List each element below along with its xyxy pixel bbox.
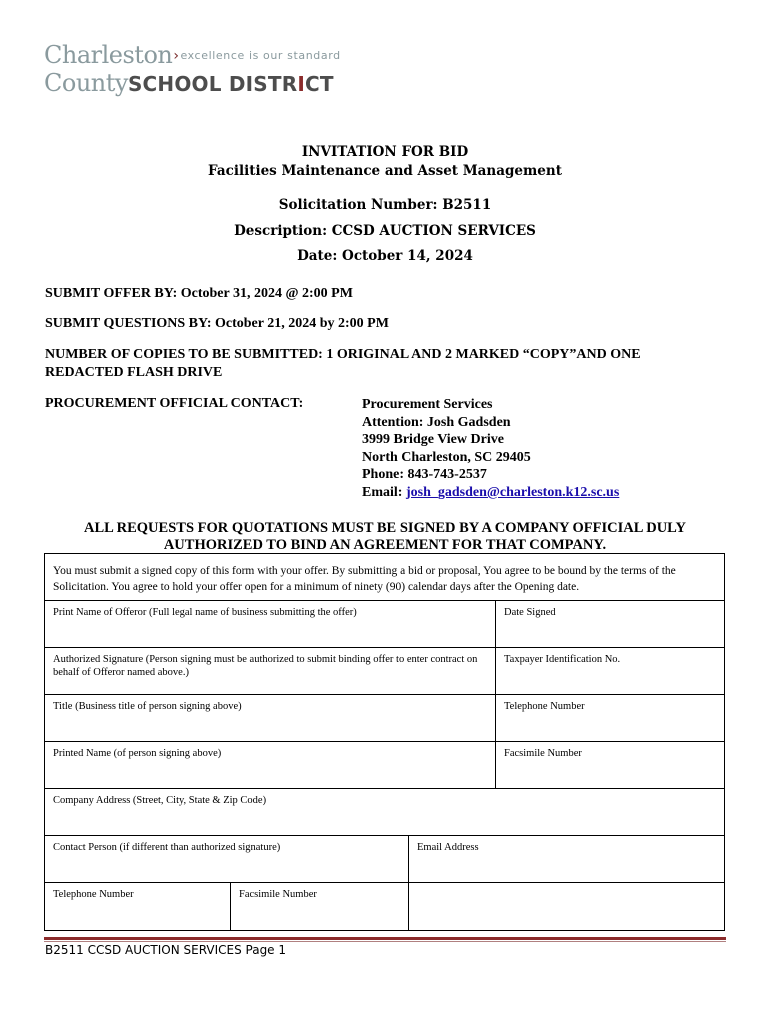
taxpayer-id-field[interactable]: Taxpayer Identification No. [495, 648, 724, 694]
solicitation-date: Date: October 14, 2024 [297, 248, 473, 264]
contact-dept: Procurement Services [362, 397, 493, 412]
doc-subtitle: Facilities Maintenance and Asset Management [208, 163, 562, 179]
contact-email-label: Email: [362, 484, 406, 500]
requests-line-2: AUTHORIZED TO BIND AN AGREEMENT FOR THAT COMPANY. [163, 537, 607, 553]
offeror-signature-form [44, 553, 725, 931]
page-footer: B2511 CCSD AUCTION SERVICES Page 1 [45, 943, 287, 957]
doc-title: INVITATION FOR BID [301, 144, 469, 160]
facsimile-field[interactable]: Facsimile Number [495, 742, 724, 788]
solicitation-number: Solicitation Number: B2511 [278, 197, 492, 213]
telephone-number-field[interactable]: Telephone Number [53, 889, 134, 900]
contact-street: 3999 Bridge View Drive [362, 432, 504, 448]
procurement-contact [362, 396, 619, 502]
contact-phone: Phone: 843-743-2537 [362, 467, 487, 483]
contact-person-field[interactable]: Contact Person (if different than authorized signature) [53, 842, 281, 853]
authorized-signature-field[interactable]: Authorized Signature (Person signing must be authorized to submit binding offer to enter contract on behalf of Offeror named above.) [53, 654, 478, 678]
contact-city: North Charleston, SC 29405 [362, 449, 531, 465]
date-signed-field[interactable]: Date Signed [495, 601, 724, 647]
submit-offer-by: SUBMIT OFFER BY: October 31, 2024 @ 2:00 PM [45, 286, 353, 301]
submit-questions-by: SUBMIT QUESTIONS BY: October 21, 2024 by 2:00 PM [45, 316, 389, 331]
printed-name-field[interactable]: Printed Name (of person signing above) [53, 748, 222, 759]
solicitation-description: Description: CCSD AUCTION SERVICES [234, 223, 536, 239]
logo-tagline: excellence is our standard [180, 49, 341, 62]
title-field[interactable]: Title (Business title of person signing above) [53, 701, 242, 712]
telephone-field[interactable]: Telephone Number [495, 695, 724, 741]
company-address-field[interactable]: Company Address (Street, City, State & Zip Code) [53, 795, 267, 806]
form-intro: You must submit a signed copy of this form with your offer. By submitting a bid or proposal, You agree to be bound by the terms of the Solicitation. You agree to hold your offer open for a minimum of ninety (90) calendar days after the Opening date. [45, 554, 724, 601]
footer-divider-thin [44, 941, 726, 942]
logo-school-district: SCHOOL DISTRICT [127, 72, 334, 96]
requests-notice [45, 520, 725, 554]
print-name-field[interactable]: Print Name of Offeror (Full legal name of business submitting the offer) [53, 607, 357, 618]
district-logo [44, 42, 341, 100]
footer-divider [44, 937, 726, 940]
contact-label: PROCUREMENT OFFICIAL CONTACT: [45, 396, 304, 411]
copies-line-1: NUMBER OF COPIES TO BE SUBMITTED: 1 ORIGINAL AND 2 MARKED “COPY”AND ONE [45, 347, 641, 362]
blank-cell [408, 883, 724, 930]
copies-line-2: REDACTED FLASH DRIVE [45, 365, 223, 380]
logo-charleston: Charleston [44, 41, 173, 69]
requests-line-1: ALL REQUESTS FOR QUOTATIONS MUST BE SIGNED BY A COMPANY OFFICIAL DULY [84, 520, 686, 536]
contact-email-link[interactable]: josh_gadsden@charleston.k12.sc.us [405, 484, 620, 500]
contact-attention: Attention: Josh Gadsden [362, 414, 511, 430]
facsimile-number-field[interactable]: Facsimile Number [230, 883, 408, 930]
logo-county: County [44, 69, 128, 97]
chevron-right-icon: › [173, 48, 179, 64]
email-address-field[interactable]: Email Address [408, 836, 724, 882]
